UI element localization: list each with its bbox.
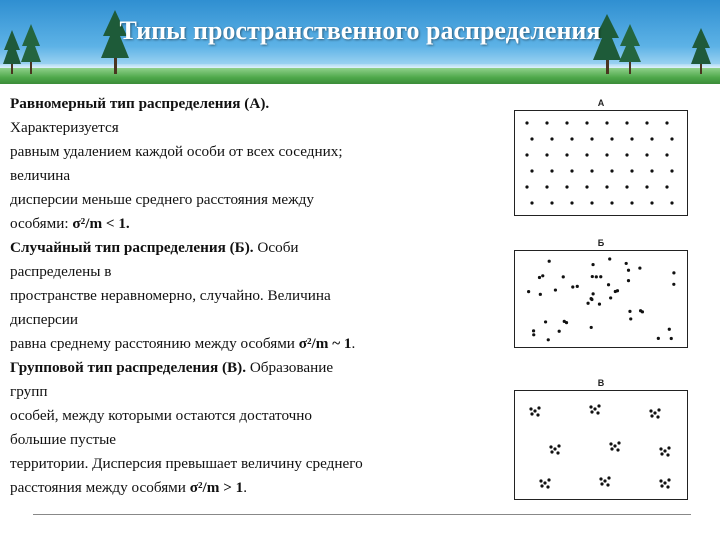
- individual-dot: [530, 169, 533, 172]
- individual-dot: [670, 337, 673, 340]
- individual-dot: [672, 283, 675, 286]
- individual-dot: [605, 121, 608, 124]
- individual-dot: [543, 481, 546, 484]
- individual-dot: [530, 201, 533, 204]
- individual-dot: [525, 121, 528, 124]
- individual-dot: [650, 137, 653, 140]
- individual-dot: [650, 169, 653, 172]
- individual-dot: [530, 412, 533, 415]
- individual-dot: [539, 293, 542, 296]
- individual-dot: [650, 414, 653, 417]
- uniform-dots: [514, 110, 688, 216]
- text-line: территории. Дисперсия превышает величину среднего: [10, 455, 363, 472]
- individual-dot: [668, 328, 671, 331]
- individual-dot: [527, 290, 530, 293]
- individual-dot: [591, 275, 594, 278]
- individual-dot: [599, 477, 602, 480]
- individual-dot: [663, 449, 666, 452]
- individual-dot: [525, 185, 528, 188]
- figure-uniform: [514, 98, 688, 216]
- individual-dot: [609, 442, 612, 445]
- individual-dot: [545, 153, 548, 156]
- individual-dot: [610, 447, 613, 450]
- individual-dot: [666, 453, 669, 456]
- figure-random: [514, 238, 688, 348]
- individual-dot: [630, 137, 633, 140]
- individual-dot: [625, 185, 628, 188]
- individual-dot: [539, 479, 542, 482]
- footer-divider: [33, 514, 691, 515]
- individual-dot: [600, 482, 603, 485]
- individual-dot: [592, 292, 595, 295]
- individual-dot: [590, 201, 593, 204]
- individual-dot: [599, 275, 602, 278]
- individual-dot: [603, 479, 606, 482]
- individual-dot: [550, 450, 553, 453]
- individual-dot: [665, 121, 668, 124]
- individual-dot: [547, 478, 550, 481]
- individual-dot: [563, 320, 566, 323]
- individual-dot: [593, 407, 596, 410]
- individual-dot: [590, 169, 593, 172]
- text-line: дисперсии меньше среднего расстояния между: [10, 191, 314, 208]
- individual-dot: [548, 260, 551, 263]
- individual-dot: [607, 283, 610, 286]
- individual-dot: [597, 404, 600, 407]
- individual-dot: [533, 409, 536, 412]
- individual-dot: [549, 445, 552, 448]
- individual-dot: [610, 201, 613, 204]
- individual-dot: [650, 201, 653, 204]
- individual-dot: [616, 289, 619, 292]
- individual-dot: [591, 263, 594, 266]
- individual-dot: [598, 303, 601, 306]
- individual-dot: [628, 310, 631, 313]
- individual-dot: [605, 185, 608, 188]
- individual-dot: [558, 330, 561, 333]
- individual-dot: [590, 137, 593, 140]
- individual-dot: [570, 169, 573, 172]
- individual-dot: [638, 266, 641, 269]
- individual-dot: [625, 262, 628, 265]
- text-line: особей, между которыми остаются достаточно: [10, 407, 312, 424]
- individual-dot: [530, 137, 533, 140]
- individual-dot: [553, 447, 556, 450]
- slide-header: [0, 0, 720, 84]
- individual-dot: [590, 410, 593, 413]
- figure-label: В: [597, 378, 605, 388]
- individual-dot: [608, 257, 611, 260]
- individual-dot: [609, 296, 612, 299]
- individual-dot: [550, 137, 553, 140]
- individual-dot: [557, 444, 560, 447]
- individual-dot: [550, 201, 553, 204]
- individual-dot: [547, 338, 550, 341]
- individual-dot: [667, 446, 670, 449]
- individual-dot: [672, 271, 675, 274]
- individual-dot: [565, 153, 568, 156]
- individual-dot: [659, 447, 662, 450]
- individual-dot: [571, 285, 574, 288]
- uniform-formula: σ²/m < 1.: [72, 215, 130, 232]
- individual-dot: [565, 121, 568, 124]
- individual-dot: [570, 137, 573, 140]
- individual-dot: [659, 479, 662, 482]
- individual-dot: [607, 476, 610, 479]
- individual-dot: [585, 185, 588, 188]
- slide-title: Типы пространственного распределения: [119, 16, 601, 45]
- individual-dot: [670, 137, 673, 140]
- individual-dot: [639, 309, 642, 312]
- individual-dot: [656, 415, 659, 418]
- text-line: расстояния между особями σ²/m > 1.: [10, 479, 248, 496]
- figure-label: А: [597, 98, 605, 108]
- individual-dot: [554, 288, 557, 291]
- clumped-heading: Групповой тип распределения (В). Образование: [10, 359, 334, 376]
- individual-dot: [666, 485, 669, 488]
- clumped-formula: σ²/m > 1: [189, 479, 244, 496]
- text-line: групп: [10, 383, 48, 400]
- individual-dot: [665, 185, 668, 188]
- description-text: [10, 92, 498, 500]
- individual-dot: [536, 413, 539, 416]
- individual-dot: [670, 169, 673, 172]
- text-line: пространстве неравномерно, случайно. Величина: [10, 287, 331, 304]
- individual-dot: [590, 297, 593, 300]
- random-formula: σ²/m ~ 1: [298, 335, 352, 352]
- individual-dot: [532, 333, 535, 336]
- text-line: равным удалением каждой особи от всех соседних;: [10, 143, 343, 160]
- individual-dot: [645, 153, 648, 156]
- individual-dot: [663, 481, 666, 484]
- text-line: Характеризуется: [10, 119, 119, 136]
- individual-dot: [596, 411, 599, 414]
- individual-dot: [625, 153, 628, 156]
- clumped-dots: [514, 390, 688, 500]
- text-line: равна среднему расстоянию между особями σ²/m ~ 1.: [10, 335, 356, 352]
- individual-dot: [525, 153, 528, 156]
- individual-dot: [625, 121, 628, 124]
- individual-dot: [570, 201, 573, 204]
- individual-dot: [576, 285, 579, 288]
- text-line: величина: [10, 167, 71, 184]
- individual-dot: [586, 302, 589, 305]
- individual-dot: [541, 274, 544, 277]
- figure-label: Б: [597, 238, 605, 248]
- individual-dot: [589, 405, 592, 408]
- individual-dot: [585, 153, 588, 156]
- individual-dot: [630, 169, 633, 172]
- individual-dot: [545, 185, 548, 188]
- individual-dot: [562, 275, 565, 278]
- individual-dot: [630, 201, 633, 204]
- individual-dot: [537, 406, 540, 409]
- individual-dot: [645, 121, 648, 124]
- individual-dot: [540, 484, 543, 487]
- individual-dot: [645, 185, 648, 188]
- individual-dot: [660, 484, 663, 487]
- text-line: большие пустые: [10, 431, 117, 448]
- individual-dot: [665, 153, 668, 156]
- individual-dot: [667, 478, 670, 481]
- text-line: дисперсии: [10, 311, 79, 328]
- individual-dot: [590, 326, 593, 329]
- individual-dot: [629, 317, 632, 320]
- individual-dot: [606, 483, 609, 486]
- text-line: распределены в: [10, 263, 112, 280]
- random-dots: [514, 250, 688, 348]
- random-heading: Случайный тип распределения (Б). Особи: [10, 239, 299, 256]
- individual-dot: [660, 452, 663, 455]
- uniform-heading: Равномерный тип распределения (А).: [10, 95, 270, 112]
- individual-dot: [550, 169, 553, 172]
- individual-dot: [532, 329, 535, 332]
- individual-dot: [670, 201, 673, 204]
- individual-dot: [565, 185, 568, 188]
- individual-dot: [529, 407, 532, 410]
- individual-dot: [653, 411, 656, 414]
- individual-dot: [556, 451, 559, 454]
- individual-dot: [610, 137, 613, 140]
- individual-dot: [616, 448, 619, 451]
- individual-dot: [657, 337, 660, 340]
- individual-dot: [617, 441, 620, 444]
- individual-dot: [627, 269, 630, 272]
- individual-dot: [595, 275, 598, 278]
- figure-clumped: [514, 378, 688, 502]
- individual-dot: [613, 444, 616, 447]
- individual-dot: [649, 409, 652, 412]
- individual-dot: [585, 121, 588, 124]
- individual-dot: [605, 153, 608, 156]
- individual-dot: [657, 408, 660, 411]
- individual-dot: [627, 279, 630, 282]
- individual-dot: [544, 320, 547, 323]
- individual-dot: [538, 276, 541, 279]
- individual-dot: [610, 169, 613, 172]
- text-line: особями: σ²/m < 1.: [10, 215, 130, 232]
- individual-dot: [545, 121, 548, 124]
- individual-dot: [546, 485, 549, 488]
